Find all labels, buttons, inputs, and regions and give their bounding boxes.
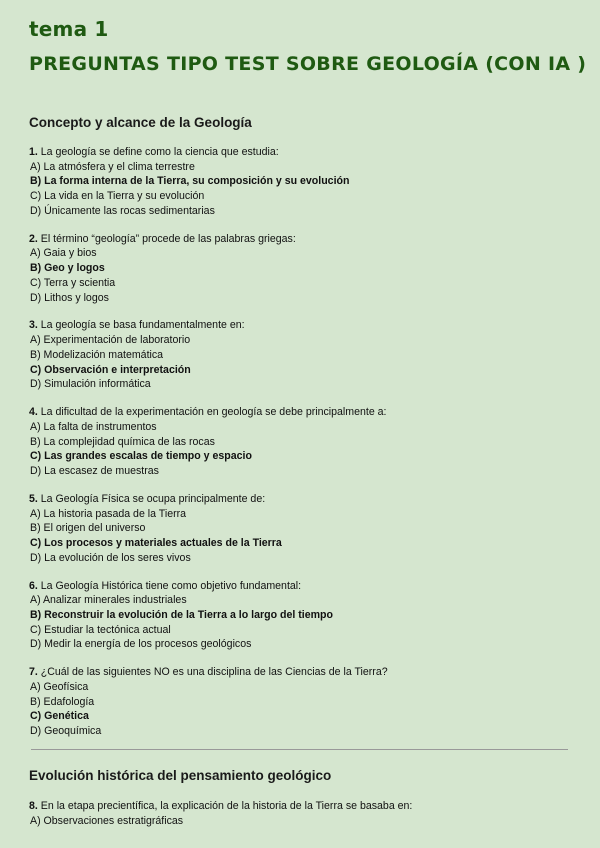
answer-option: D) Medir la energía de los procesos geológicos <box>30 638 252 651</box>
tema-label: tema 1 <box>29 17 109 41</box>
answer-option: A) Analizar minerales industriales <box>30 594 187 607</box>
answer-option: A) La falta de instrumentos <box>30 420 157 433</box>
question-list <box>29 145 574 752</box>
answer-option: A) Experimentación de laboratorio <box>30 334 191 347</box>
question-number: 2. <box>29 232 38 245</box>
answer-option: D) La evolución de los seres vivos <box>30 551 191 564</box>
question-item <box>29 799 574 828</box>
question-text <box>29 318 574 333</box>
question-text <box>29 405 574 420</box>
answer-option-correct: B) La forma interna de la Tierra, su composición y su evolución <box>30 175 350 188</box>
question-prompt: ¿Cuál de las siguientes NO es una disciplina de las Ciencias de la Tierra? <box>37 666 388 679</box>
answer-option-correct: C) Genética <box>30 710 89 723</box>
question-text <box>29 492 574 507</box>
question-list <box>29 799 574 842</box>
question-item <box>29 405 574 479</box>
answer-option: A) Observaciones estratigráficas <box>30 814 184 827</box>
answer-option-correct: C) Los procesos y materiales actuales de la Tierra <box>30 536 282 549</box>
question-text <box>29 799 574 814</box>
answer-option: D) Únicamente las rocas sedimentarias <box>30 204 215 217</box>
question-number: 1. <box>29 146 38 158</box>
question-item <box>29 492 574 566</box>
document-title: PREGUNTAS TIPO TEST SOBRE GEOLOGÍA (CON IA ) <box>29 53 587 75</box>
question-number: 6. <box>29 579 38 592</box>
section-divider <box>31 749 568 750</box>
section-heading-evolucion: Evolución histórica del pensamiento geológico <box>29 768 332 783</box>
question-number: 5. <box>29 492 38 505</box>
question-item <box>29 579 574 653</box>
answer-option: B) El origen del universo <box>30 522 146 535</box>
question-item <box>29 318 574 392</box>
question-prompt: El término “geología” procede de las palabras griegas: <box>37 232 296 245</box>
answer-option-correct: C) Observación e interpretación <box>30 363 191 376</box>
question-prompt: La geología se define como la ciencia que estudia: <box>37 146 279 158</box>
answer-option-correct: B) Geo y logos <box>30 262 105 275</box>
question-number: 4. <box>29 406 38 419</box>
answer-option: C) Terra y scientia <box>30 276 116 289</box>
answer-option: D) Geoquímica <box>30 725 102 738</box>
question-text <box>29 579 574 594</box>
answer-option-correct: B) Reconstruir la evolución de la Tierra a lo largo del tiempo <box>30 608 333 621</box>
answer-option: D) La escasez de muestras <box>30 464 159 477</box>
question-number: 3. <box>29 319 38 332</box>
answer-option-correct: C) Las grandes escalas de tiempo y espacio <box>30 450 252 463</box>
question-prompt: La Geología Histórica tiene como objetivo fundamental: <box>37 579 302 592</box>
question-text <box>29 665 574 680</box>
question-item <box>29 665 574 739</box>
section-heading-concepto: Concepto y alcance de la Geología <box>29 115 252 130</box>
answer-option: A) La historia pasada de la Tierra <box>30 507 187 520</box>
answer-option: D) Simulación informática <box>30 378 151 391</box>
question-text <box>29 145 574 160</box>
answer-option: A) Gaia y bios <box>30 247 97 260</box>
answer-option: C) Estudiar la tectónica actual <box>30 623 171 636</box>
answer-option: B) Edafología <box>30 695 95 708</box>
question-prompt: La Geología Física se ocupa principalmente de: <box>37 492 266 505</box>
question-number: 7. <box>29 666 38 679</box>
question-prompt: En la etapa precientífica, la explicación de la historia de la Tierra se basaba en: <box>37 800 413 812</box>
answer-option: B) Modelización matemática <box>30 348 164 361</box>
question-item <box>29 145 574 219</box>
answer-option: A) La atmósfera y el clima terrestre <box>30 160 195 173</box>
question-prompt: La dificultad de la experimentación en geología se debe principalmente a: <box>37 406 387 419</box>
question-item <box>29 232 574 306</box>
question-prompt: La geología se basa fundamentalmente en: <box>37 319 245 332</box>
answer-option: B) La complejidad química de las rocas <box>30 435 215 448</box>
question-number: 8. <box>29 800 38 812</box>
answer-option: D) Lithos y logos <box>30 291 109 304</box>
question-text <box>29 232 574 247</box>
answer-option: A) Geofísica <box>30 680 89 693</box>
answer-option: C) La vida en la Tierra y su evolución <box>30 190 205 203</box>
